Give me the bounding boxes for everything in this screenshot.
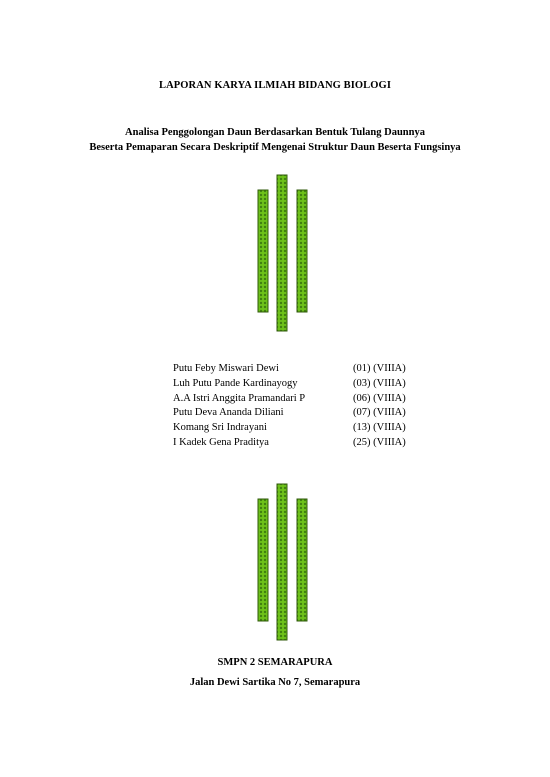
- author-name: Komang Sri Indrayani: [173, 422, 267, 434]
- report-subtitle-line1: Analisa Penggolongan Daun Berdasarkan Bentuk Tulang Daunnya: [125, 127, 425, 138]
- author-name: Luh Putu Pande Kardinayogy: [173, 377, 298, 389]
- author-row: [173, 406, 406, 421]
- author-class: (25) (VIIIA): [353, 436, 406, 448]
- author-name: I Kadek Gena Praditya: [173, 436, 269, 448]
- report-title: LAPORAN KARYA ILMIAH BIDANG BIOLOGI: [158, 80, 392, 91]
- author-row: [173, 377, 406, 392]
- decorative-bar-left: [258, 499, 268, 621]
- school-name: SMPN 2 SEMARAPURA: [217, 657, 333, 668]
- author-class: (13) (VIIIA): [353, 422, 406, 434]
- author-row: [173, 392, 406, 407]
- author-row: [173, 436, 406, 451]
- author-class: (01) (VIIIA): [353, 363, 406, 374]
- author-class: (03) (VIIIA): [353, 377, 406, 389]
- decorative-bar-center: [277, 175, 287, 331]
- decorative-bars-bottom: [255, 482, 315, 642]
- decorative-bar-right: [297, 190, 307, 312]
- author-class: (07) (VIIIA): [353, 407, 406, 419]
- report-subtitle-line2: Beserta Pemaparan Secara Deskriptif Mengenai Struktur Daun Beserta Fungsinya: [89, 142, 461, 153]
- decorative-bar-right: [297, 499, 307, 621]
- author-name: Putu Deva Ananda Diliani: [173, 407, 284, 419]
- decorative-bars-top: [255, 173, 315, 333]
- school-address: Jalan Dewi Sartika No 7, Semarapura: [189, 677, 361, 688]
- author-row: [173, 421, 406, 436]
- author-list: [173, 362, 406, 451]
- decorative-bar-left: [258, 190, 268, 312]
- decorative-bar-center: [277, 484, 287, 640]
- author-name: A.A Istri Anggita Pramandari P: [173, 392, 306, 404]
- author-row: [173, 362, 406, 377]
- author-class: (06) (VIIIA): [353, 392, 406, 404]
- author-name: Putu Feby Miswari Dewi: [173, 363, 279, 374]
